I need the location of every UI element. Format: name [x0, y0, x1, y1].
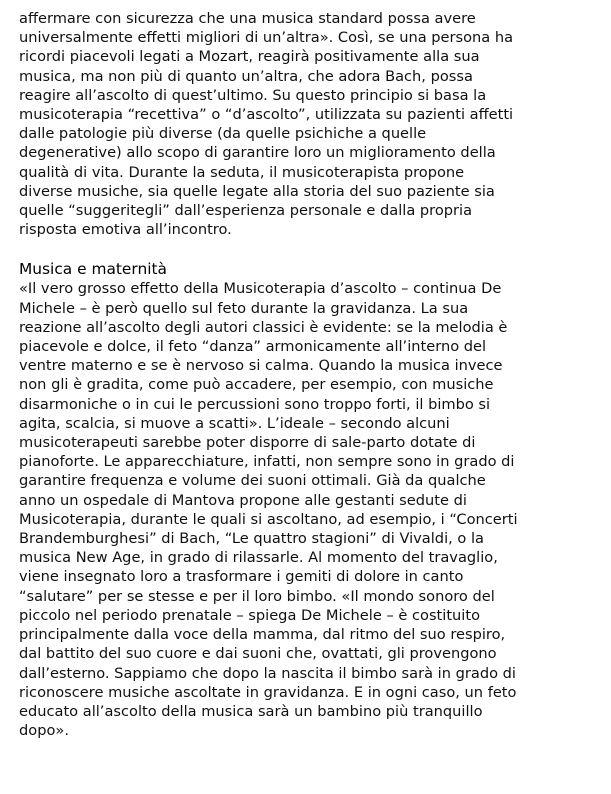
body-paragraph-intro: affermare con sicurezza che una musica standard possa avere universalmente effetti migliori di un’altra». Così, se una persona ha ricordi piacevoli legati a Mozart, reagirà positivamente alla sua musica, ma non più di quanto un’altra, che adora Bach, possa reagire all’ascolto di quest’ultimo. Su questo principio si basa la musicoterapia “recettiva” o “d’ascolto”, utilizzata su pazienti affetti dalle patologie più diverse (da quelle psichiche a quelle degenerative) allo scopo di garantire loro un miglioramento della qualità di vita. Durante la seduta, il musicoterapista propone diverse musiche, sia quelle legate alla storia del suo paziente sia quelle “suggeritegli” dall’esperienza personale e dalla propria risposta emotiva all’incontro.	[19, 10, 514, 239]
body-paragraph-maternity: «Il vero grosso effetto della Musicoterapia d’ascolto – continua De Michele – è però quello sul feto durante la gravidanza. La sua reazione all’ascolto degli autori classici è evidente: se la melodia è piacevole e dolce, il feto “danza” armonicamente all’interno del ventre materno e se è nervoso si calma. Quando la musica invece non gli è gradita, come può accadere, per esempio, con musiche disarmoniche o in cui le percussioni sono troppo forti, il bimbo si agita, scalcia, si muove a scatti». L’ideale – secondo alcuni musicoterapeuti sarebbe poter disporre di sale-parto dotate di pianoforte. Le apparecchiature, infatti, non sempre sono in grado di garantire frequenza e volume dei suoni ottimali. Già da qualche anno un ospedale di Mantova propone alle gestanti sedute di Musicoterapia, durante le quali si ascoltano, ad esempio, i “Concerti Brandemburghesi” di Bach, “Le quattro stagioni” di Vivaldi, o la musica New Age, in grado di rilassarle. Al momento del travaglio, viene insegnato loro a trasformare i gemiti di dolore in canto “salutare” per se stesse e per il loro bimbo. «Il mondo sonoro del piccolo nel periodo prenatale – spiega De Michele – è costituito principalmente dalla voce della mamma, dal ritmo del suo respiro, dal battito del suo cuore e dai suoni che, ovattati, gli provengono dall’esterno. Sappiamo che dopo la nascita il bimbo sarà in grado di riconoscere musiche ascoltate in gravidanza. E in ogni caso, un feto educato all’ascolto della musica sarà un bambino più tranquillo dopo».	[19, 280, 518, 740]
section-heading: Musica e maternità	[19, 260, 167, 279]
